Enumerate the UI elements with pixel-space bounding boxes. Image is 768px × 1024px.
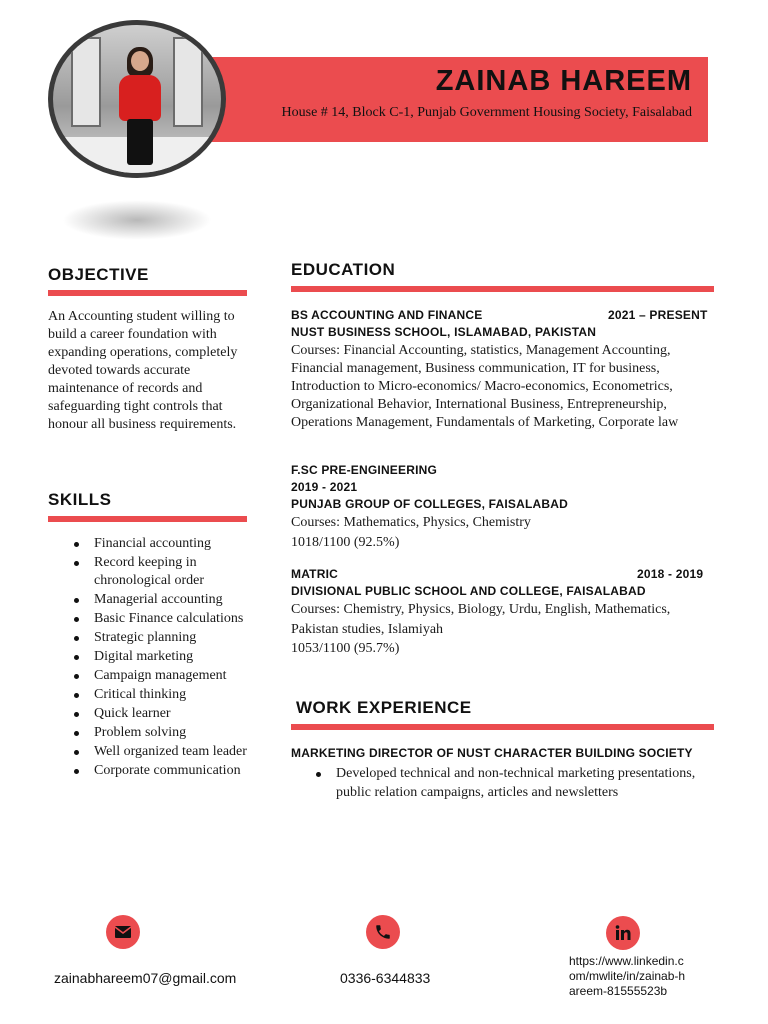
edu-score-fsc: 1018/1100 (92.5%)	[291, 535, 400, 550]
work-title: WORK EXPERIENCE	[296, 698, 472, 717]
photo-shadow	[62, 200, 212, 240]
photo-background-window	[173, 37, 203, 127]
edu-score-matric: 1053/1100 (95.7%)	[291, 641, 400, 656]
skill-item: Managerial accounting	[94, 591, 264, 609]
photo-person-head	[131, 51, 149, 71]
edu-courses-matric: Courses: Chemistry, Physics, Biology, Urdu, English, Mathematics, Pakistan studies, Islamiyah	[291, 602, 671, 637]
skill-item: Record keeping in chronological order	[94, 554, 264, 589]
skills-title: SKILLS	[48, 490, 112, 509]
skill-item: Digital marketing	[94, 648, 264, 666]
edu-dates-matric: 2018 - 2019	[637, 567, 704, 581]
edu-courses-fsc: Courses: Mathematics, Physics, Chemistry	[291, 515, 531, 530]
skill-item: Strategic planning	[94, 629, 264, 647]
skills-list	[94, 535, 264, 781]
work-role: MARKETING DIRECTOR OF NUST CHARACTER BUILDING SOCIETY	[291, 746, 693, 760]
skill-item: Well organized team leader	[94, 743, 264, 761]
photo-person-legs	[127, 119, 153, 165]
education-title: EDUCATION	[291, 260, 396, 279]
edu-institution-fsc: PUNJAB GROUP OF COLLEGES, FAISALABAD	[291, 497, 569, 511]
skill-item: Corporate communication	[94, 762, 264, 780]
objective-text: An Accounting student willing to build a career foundation with expanding operations, completely devoted towards accurate maintenance of records and safeguarding tight controls that honour all business requirements.	[48, 309, 238, 432]
skill-item: Campaign management	[94, 667, 264, 685]
edu-degree-bs: BS ACCOUNTING AND FINANCE	[291, 308, 483, 322]
objective-title: OBJECTIVE	[48, 265, 149, 284]
profile-photo-image	[53, 25, 221, 173]
photo-background-window	[71, 37, 101, 127]
skill-item: Problem solving	[94, 724, 264, 742]
phone-icon	[366, 915, 400, 949]
contact-linkedin[interactable]: https://www.linkedin.com/mwlite/in/zainab-hareem-81555523b	[569, 954, 686, 998]
photo-person-top	[119, 75, 161, 121]
profile-photo	[48, 20, 226, 178]
edu-dates-bs: 2021 – PRESENT	[608, 308, 708, 322]
candidate-name: ZAINAB HAREEM	[435, 65, 692, 97]
contact-email[interactable]: zainabhareem07@gmail.com	[54, 970, 237, 986]
edu-courses-bs: Courses: Financial Accounting, statistics, Management Accounting, Financial management, Business communication, IT for business, Introduction to Micro-economics/ Macro-economics, Econometrics, Organizational Behavior, International Business, Entrepreneurship, Operations Management, Fundamentals of Marketing, Corporate law	[291, 343, 679, 430]
skills-rule	[48, 516, 247, 522]
contact-phone[interactable]: 0336-6344833	[340, 970, 431, 986]
edu-degree-fsc: F.SC PRE-ENGINEERING	[291, 463, 438, 477]
header-band	[210, 57, 708, 142]
objective-rule	[48, 290, 247, 296]
candidate-address: House # 14, Block C-1, Punjab Government Housing Society, Faisalabad	[281, 105, 692, 120]
edu-institution-bs: NUST BUSINESS SCHOOL, ISLAMABAD, PAKISTAN	[291, 325, 597, 339]
edu-degree-matric: MATRIC	[291, 567, 338, 581]
skill-item: Financial accounting	[94, 535, 264, 553]
linkedin-icon	[606, 916, 640, 950]
edu-dates-fsc: 2019 - 2021	[291, 480, 358, 494]
work-bullet: Developed technical and non-technical marketing presentations, public relation campaigns, articles and newsletters	[336, 766, 696, 800]
skill-item: Basic Finance calculations	[94, 610, 264, 628]
skill-item: Quick learner	[94, 705, 264, 723]
skill-item: Critical thinking	[94, 686, 264, 704]
envelope-icon	[106, 915, 140, 949]
education-rule	[291, 286, 714, 292]
work-rule	[291, 724, 714, 730]
edu-institution-matric: DIVISIONAL PUBLIC SCHOOL AND COLLEGE, FAISALABAD	[291, 584, 646, 598]
